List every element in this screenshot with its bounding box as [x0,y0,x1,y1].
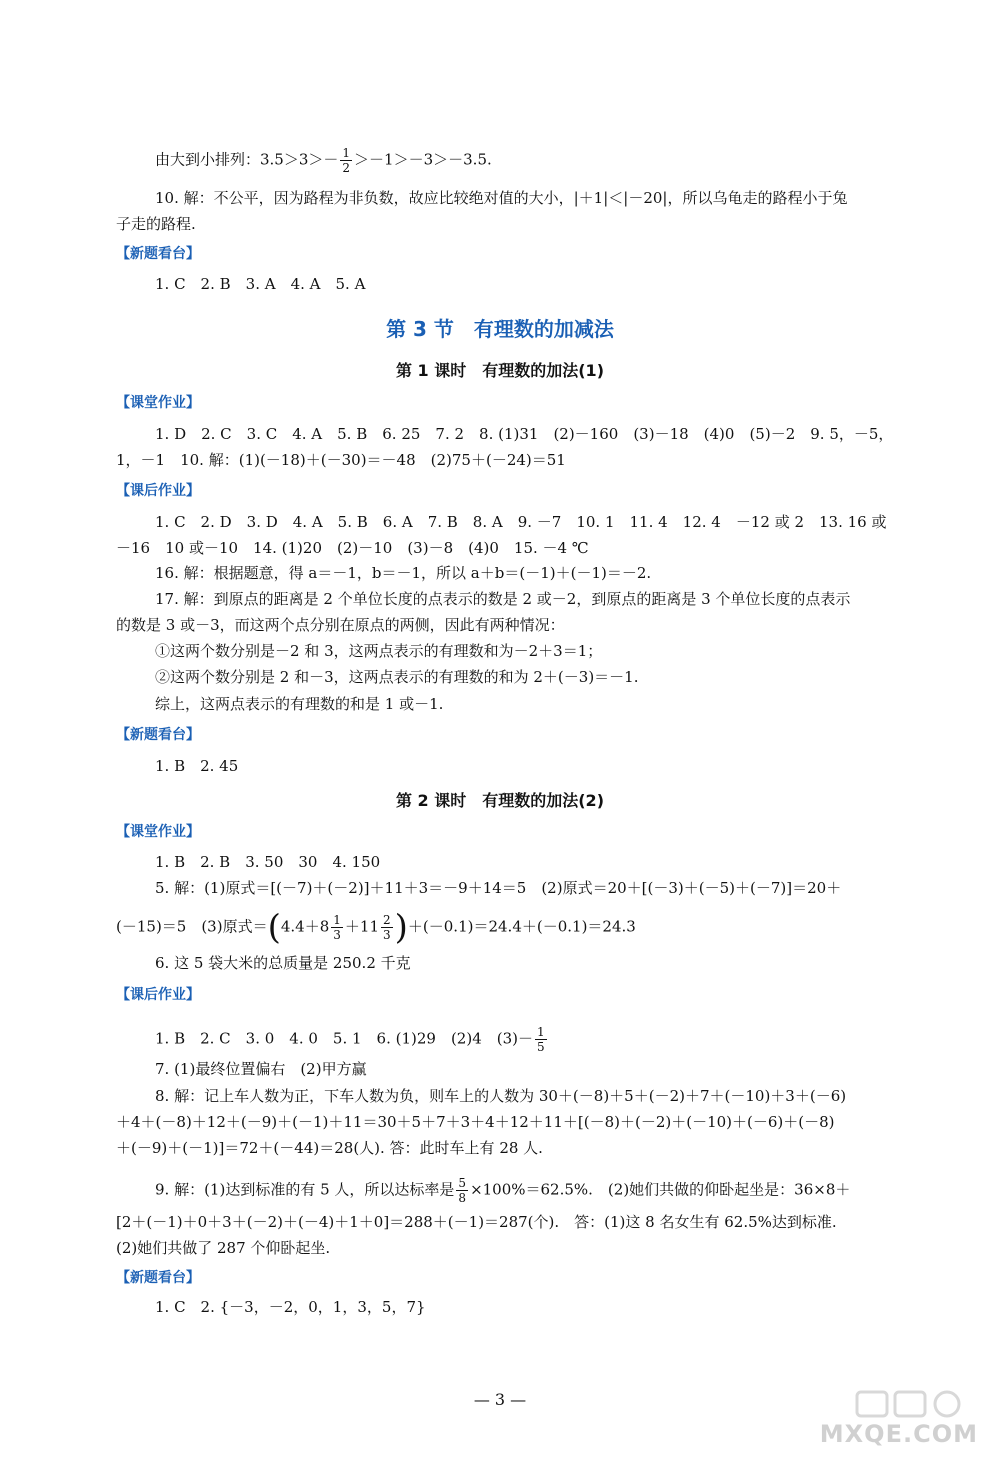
answer-line: 7. (1)最终位置偏右 (2)甲方赢 [155,1060,367,1078]
answer-text: ＋(－0.1)＝24.4＋(－0.1)＝24.3 [407,917,636,936]
watermark-text: MXQE.COM [819,1420,978,1448]
right-paren: ) [394,907,408,948]
answer-line: 1. B 2. 45 [155,757,239,775]
answer-line: 16. 解：根据题意，得 a＝－1，b＝－1，所以 a＋b＝(－1)＋(－1)＝－2. [155,564,652,582]
new-topic-tag: 【新题看台】 [116,246,200,262]
answer-line: 8. 解：记上车人数为正，下车人数为负，则车上的人数为 30＋(－8)＋5＋(－2)＋7＋(－10)＋3＋(－6) [155,1087,847,1105]
answer-line: 17. 解：到原点的距离是 2 个单位长度的点表示的数是 2 或－2，到原点的距离是 3 个单位长度的点表示 [155,590,851,608]
answer-text: 9. 解：(1)达到标准的有 5 人，所以达标率是 [155,1180,455,1199]
fraction: $\frac{1}{5}$ [536,1025,545,1054]
answer-line [116,907,636,948]
answer-line: 10. 解：不公平，因为路程为非负数，故应比较绝对值的大小，|＋1|＜|－20|，所以乌龟走的路程小于兔 [155,189,848,207]
classwork-tag: 【课堂作业】 [116,824,200,840]
answer-text: ＞－1＞－3＞－3.5. [354,150,492,169]
answer-line [155,146,492,175]
answer-line: 1. C 2. B 3. A 4. A 5. A [155,275,366,293]
answer-line: ＋4＋(－8)＋12＋(－9)＋(－1)＋11＝30＋5＋7＋3＋4＋12＋11＋[(－8)＋(－2)＋(－10)＋(－6)＋(－8) [116,1113,835,1131]
answer-text: ＋11 [344,917,379,936]
answer-line: －16 10 或－10 14. (1)20 (2)－10 (3)－8 (4)0 15. －4 ℃ [116,539,589,557]
answer-line: ＋(－9)＋(－1)]＝72＋(－44)＝28(人). 答：此时车上有 28 人. [116,1139,543,1157]
answer-line: 5. 解：(1)原式＝[(－7)＋(－2)]＋11＋3＝－9＋14＝5 (2)原式＝20＋[(－3)＋(－5)＋(－7)]＝20＋ [155,879,842,897]
answer-line [155,1176,850,1205]
answer-line: 1. B 2. B 3. 50 30 4. 150 [155,853,381,871]
classwork-tag: 【课堂作业】 [116,395,200,411]
answer-text: 由大到小排列：3.5＞3＞－ [155,150,339,169]
answer-line: [2＋(－1)＋0＋3＋(－2)＋(－4)＋1＋0]＝288＋(－1)＝287(个). 答：(1)这 8 名女生有 62.5%达到标准. [116,1213,837,1231]
lesson-title: 第 1 课时 有理数的加法(1) [395,361,605,380]
homework-tag: 【课后作业】 [116,987,200,1003]
fraction: $\frac{2}{3}$ [383,913,391,942]
homework-tag: 【课后作业】 [116,483,200,499]
lesson-title: 第 2 课时 有理数的加法(2) [395,791,605,810]
answer-line: 1. C 2. {－3，－2，0，1，3，5，7} [155,1298,426,1316]
answer-text: ×100%＝62.5%. (2)她们共做的仰卧起坐是：36×8＋ [470,1180,851,1199]
page-number: — 3 — [473,1390,527,1409]
answer-text: (－15)＝5 (3)原式＝ [116,917,268,936]
fraction: $\frac{1}{3}$ [333,913,341,942]
section-title: 第 3 节 有理数的加减法 [386,317,614,341]
answer-line: 1，－1 10. 解：(1)(－18)＋(－30)＝－48 (2)75＋(－24)＝51 [116,451,566,469]
answer-line: 1. D 2. C 3. C 4. A 5. B 6. 25 7. 2 8. (1)31 (2)－160 (3)－18 (4)0 (5)－2 9. 5，－5， [155,425,894,443]
answer-line: ②这两个数分别是 2 和－3，这两点表示的有理数的和为 2＋(－3)＝－1. [155,668,639,686]
answer-line: (2)她们共做了 287 个仰卧起坐. [116,1239,331,1257]
answer-line [155,1025,549,1054]
answer-line: ①这两个数分别是－2 和 3，这两点表示的有理数和为－2＋3＝1； [155,642,603,660]
answer-line: 综上，这两点表示的有理数的和是 1 或－1. [155,695,444,713]
answer-line: 子走的路程. [116,215,196,233]
watermark-logo-icon [855,1390,965,1418]
answer-text: 1. B 2. C 3. 0 4. 0 5. 1 6. (1)29 (2)4 (3)－ [155,1029,533,1048]
answer-line: 6. 这 5 袋大米的总质量是 250.2 千克 [155,954,411,972]
answer-text: 4.4＋8 [280,917,330,936]
new-topic-tag: 【新题看台】 [116,1270,200,1286]
left-paren: ( [267,907,281,948]
answer-line: 1. C 2. D 3. D 4. A 5. B 6. A 7. B 8. A 9. －7 10. 1 11. 4 12. 4 －12 或 2 13. 16 或 [155,513,887,531]
watermark [815,1400,990,1448]
fraction: $\frac{1}{2}$ [342,146,351,175]
fraction: $\frac{5}{8}$ [458,1176,467,1205]
new-topic-tag: 【新题看台】 [116,727,200,743]
answer-line: 的数是 3 或－3，而这两个点分别在原点的两侧，因此有两种情况： [116,616,565,634]
